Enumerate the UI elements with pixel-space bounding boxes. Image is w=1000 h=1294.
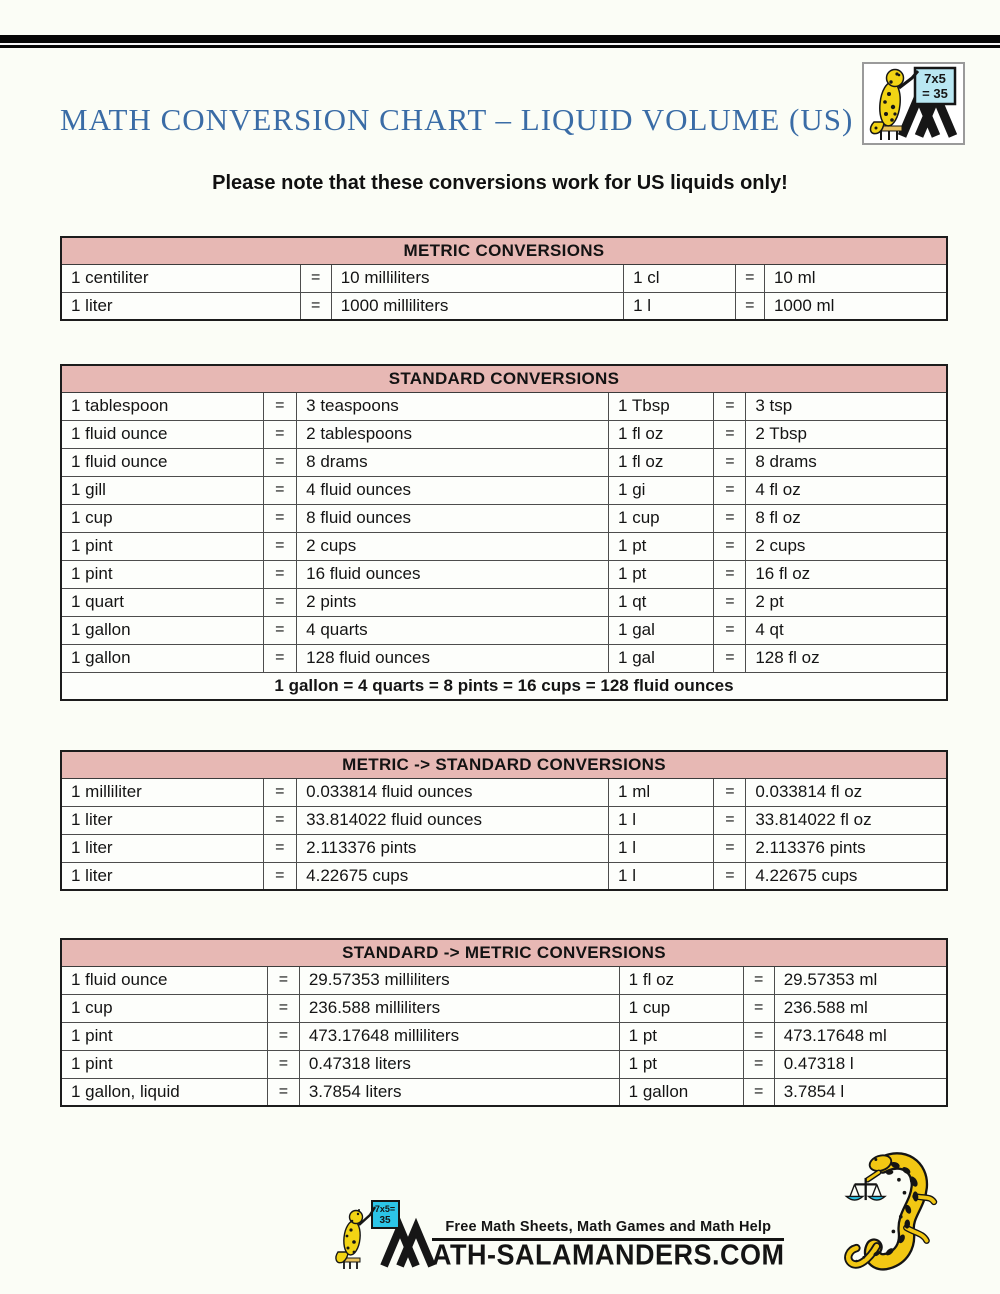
table-cell: 4 fluid ounces (297, 476, 609, 504)
note-text: Please note that these conversions work for US liquids only! (212, 172, 788, 194)
table-cell: 2.113376 pints (297, 834, 609, 862)
salamander-chalkboard-icon (862, 62, 965, 145)
equals-cell: = (267, 1050, 299, 1078)
table-cell: 1000 ml (764, 292, 947, 320)
table-cell: 1 pint (61, 1022, 267, 1050)
table-cell: 4.22675 cups (297, 862, 609, 890)
table-cell: 1 cup (609, 504, 714, 532)
table-row (61, 994, 947, 1022)
equals-cell: = (263, 588, 297, 616)
table-cell: 473.17648 ml (774, 1022, 947, 1050)
table-cell: 8 fl oz (746, 504, 947, 532)
equals-cell: = (263, 806, 297, 834)
table-row (61, 834, 947, 862)
table-cell: 1 pt (619, 1050, 743, 1078)
table-cell: 1 gallon (619, 1078, 743, 1106)
table-cell: 10 milliliters (331, 264, 623, 292)
board-equation-line1: 7x5= (374, 1204, 396, 1214)
salamander-with-scales-icon (838, 1148, 958, 1278)
equals-cell: = (714, 448, 746, 476)
equals-cell: = (743, 994, 774, 1022)
board-equation-line1: 7x5 (924, 71, 946, 86)
table-cell: 1 fl oz (619, 966, 743, 994)
table-cell: 128 fluid ounces (297, 644, 609, 672)
equals-cell: = (714, 392, 746, 420)
table-cell: 16 fl oz (746, 560, 947, 588)
equals-cell: = (263, 862, 297, 890)
equals-cell: = (263, 392, 297, 420)
table-row (61, 644, 947, 672)
table-cell: 2.113376 pints (746, 834, 947, 862)
table-cell: 1 liter (61, 862, 263, 890)
table-cell: 1 pint (61, 532, 263, 560)
table-cell: 1 tablespoon (61, 392, 263, 420)
table-title: METRIC CONVERSIONS (61, 237, 947, 264)
equals-cell: = (714, 778, 746, 806)
table-body (61, 778, 947, 890)
page-title: MATH CONVERSION CHART – LIQUID VOLUME (US) (60, 102, 854, 137)
table-row (61, 672, 947, 700)
equals-cell: = (714, 644, 746, 672)
table-cell: 1 ml (609, 778, 714, 806)
table-cell: 33.814022 fl oz (746, 806, 947, 834)
table-cell: 1 pint (61, 560, 263, 588)
table-cell: 1 l (624, 292, 736, 320)
table-row (61, 966, 947, 994)
table-row (61, 504, 947, 532)
equals-cell: = (714, 862, 746, 890)
table-cell: 1 fl oz (609, 420, 714, 448)
table-footer-note: 1 gallon = 4 quarts = 8 pints = 16 cups = 128 fluid ounces (61, 672, 947, 700)
balance-scale-icon (846, 1178, 885, 1200)
metric-conversions-table (60, 236, 948, 321)
equals-cell: = (714, 476, 746, 504)
equals-cell: = (267, 966, 299, 994)
table-cell: 16 fluid ounces (297, 560, 609, 588)
table-cell: 1 liter (61, 292, 300, 320)
board-equation-line2: = 35 (922, 86, 948, 101)
table-row (61, 448, 947, 476)
equals-cell: = (300, 292, 331, 320)
table-row (61, 264, 947, 292)
table-cell: 473.17648 milliliters (299, 1022, 619, 1050)
table-cell: 3 teaspoons (297, 392, 609, 420)
table-cell: 1 qt (609, 588, 714, 616)
table-row (61, 420, 947, 448)
table-cell: 8 drams (297, 448, 609, 476)
table-cell: 1000 milliliters (331, 292, 623, 320)
equals-cell: = (267, 1022, 299, 1050)
top-divider (0, 35, 1000, 48)
site-wordmark: ATH-SALAMANDERS.COM (432, 1239, 785, 1271)
table-row (61, 778, 947, 806)
table-cell: 3.7854 liters (299, 1078, 619, 1106)
table-row (61, 862, 947, 890)
equals-cell: = (714, 504, 746, 532)
table-cell: 1 l (609, 806, 714, 834)
table-cell: 1 l (609, 862, 714, 890)
table-cell: 1 quart (61, 588, 263, 616)
table-cell: 1 liter (61, 806, 263, 834)
table-cell: 1 pint (61, 1050, 267, 1078)
table-title: METRIC -> STANDARD CONVERSIONS (61, 751, 947, 778)
table-cell: 29.57353 ml (774, 966, 947, 994)
equals-cell: = (714, 834, 746, 862)
table-row (61, 1050, 947, 1078)
table-cell: 4 qt (746, 616, 947, 644)
equals-cell: = (300, 264, 331, 292)
table-cell: 1 gal (609, 644, 714, 672)
table-cell: 4 quarts (297, 616, 609, 644)
equals-cell: = (714, 420, 746, 448)
equals-cell: = (714, 616, 746, 644)
math-salamanders-footer-logo (332, 1198, 784, 1272)
table-cell: 2 pt (746, 588, 947, 616)
equals-cell: = (263, 532, 297, 560)
table-cell: 1 gal (609, 616, 714, 644)
table-cell: 4.22675 cups (746, 862, 947, 890)
board-equation-line2: 35 (379, 1215, 391, 1226)
table-row (61, 476, 947, 504)
table-cell: 1 cup (61, 994, 267, 1022)
table-cell: 0.47318 liters (299, 1050, 619, 1078)
table-row (61, 532, 947, 560)
table-cell: 1 cl (624, 264, 736, 292)
equals-cell: = (743, 1078, 774, 1106)
table-cell: 2 tablespoons (297, 420, 609, 448)
equals-cell: = (714, 532, 746, 560)
table-cell: 1 pt (619, 1022, 743, 1050)
equals-cell: = (714, 806, 746, 834)
standard-to-metric-conversions-table (60, 938, 948, 1107)
footer-text-block (432, 1219, 784, 1272)
table-cell: 0.033814 fluid ounces (297, 778, 609, 806)
equals-cell: = (714, 588, 746, 616)
table-cell: 128 fl oz (746, 644, 947, 672)
equals-cell: = (263, 560, 297, 588)
table-cell: 2 cups (746, 532, 947, 560)
table-cell: 1 Tbsp (609, 392, 714, 420)
table-cell: 1 fl oz (609, 448, 714, 476)
table-row (61, 392, 947, 420)
table-row (61, 560, 947, 588)
table-cell: 1 fluid ounce (61, 448, 263, 476)
equals-cell: = (267, 1078, 299, 1106)
table-body (61, 264, 947, 320)
table-cell: 236.588 milliliters (299, 994, 619, 1022)
table-body (61, 966, 947, 1106)
equals-cell: = (714, 560, 746, 588)
table-cell: 1 gallon (61, 616, 263, 644)
equals-cell: = (263, 476, 297, 504)
table-row (61, 1022, 947, 1050)
math-salamanders-corner-logo (862, 62, 965, 145)
table-body (61, 392, 947, 672)
standard-conversions-table (60, 364, 948, 701)
table-cell: 1 milliliter (61, 778, 263, 806)
table-cell: 236.588 ml (774, 994, 947, 1022)
table-cell: 1 fluid ounce (61, 420, 263, 448)
table-row (61, 616, 947, 644)
table-cell: 1 gallon, liquid (61, 1078, 267, 1106)
table-cell: 3 tsp (746, 392, 947, 420)
table-cell: 2 pints (297, 588, 609, 616)
table-cell: 10 ml (764, 264, 947, 292)
table-cell: 29.57353 milliliters (299, 966, 619, 994)
table-cell: 1 gill (61, 476, 263, 504)
table-cell: 1 gallon (61, 644, 263, 672)
equals-cell: = (263, 834, 297, 862)
table-cell: 8 drams (746, 448, 947, 476)
table-cell: 1 centiliter (61, 264, 300, 292)
equals-cell: = (263, 420, 297, 448)
table-row (61, 588, 947, 616)
table-cell: 8 fluid ounces (297, 504, 609, 532)
table-cell: 1 l (609, 834, 714, 862)
table-cell: 2 Tbsp (746, 420, 947, 448)
metric-to-standard-conversions-table (60, 750, 948, 891)
equals-cell: = (263, 644, 297, 672)
equals-cell: = (743, 966, 774, 994)
table-cell: 1 fluid ounce (61, 966, 267, 994)
table-title: STANDARD -> METRIC CONVERSIONS (61, 939, 947, 966)
table-cell: 1 cup (619, 994, 743, 1022)
table-row (61, 806, 947, 834)
equals-cell: = (743, 1022, 774, 1050)
table-cell: 1 pt (609, 532, 714, 560)
equals-cell: = (263, 616, 297, 644)
equals-cell: = (263, 778, 297, 806)
equals-cell: = (735, 292, 764, 320)
table-row (61, 1078, 947, 1106)
table-cell: 1 cup (61, 504, 263, 532)
table-row (61, 292, 947, 320)
equals-cell: = (263, 448, 297, 476)
table-cell: 1 pt (609, 560, 714, 588)
table-cell: 0.033814 fl oz (746, 778, 947, 806)
equals-cell: = (743, 1050, 774, 1078)
table-cell: 0.47318 l (774, 1050, 947, 1078)
salamander-scales-mascot (838, 1148, 958, 1283)
table-cell: 1 liter (61, 834, 263, 862)
table-cell: 1 gi (609, 476, 714, 504)
salamander-chalkboard-icon (332, 1198, 444, 1272)
table-cell: 2 cups (297, 532, 609, 560)
table-title: STANDARD CONVERSIONS (61, 365, 947, 392)
equals-cell: = (735, 264, 764, 292)
equals-cell: = (267, 994, 299, 1022)
footer-tagline: Free Math Sheets, Math Games and Math Help (445, 1218, 772, 1235)
equals-cell: = (263, 504, 297, 532)
table-cell: 33.814022 fluid ounces (297, 806, 609, 834)
table-cell: 3.7854 l (774, 1078, 947, 1106)
table-cell: 4 fl oz (746, 476, 947, 504)
